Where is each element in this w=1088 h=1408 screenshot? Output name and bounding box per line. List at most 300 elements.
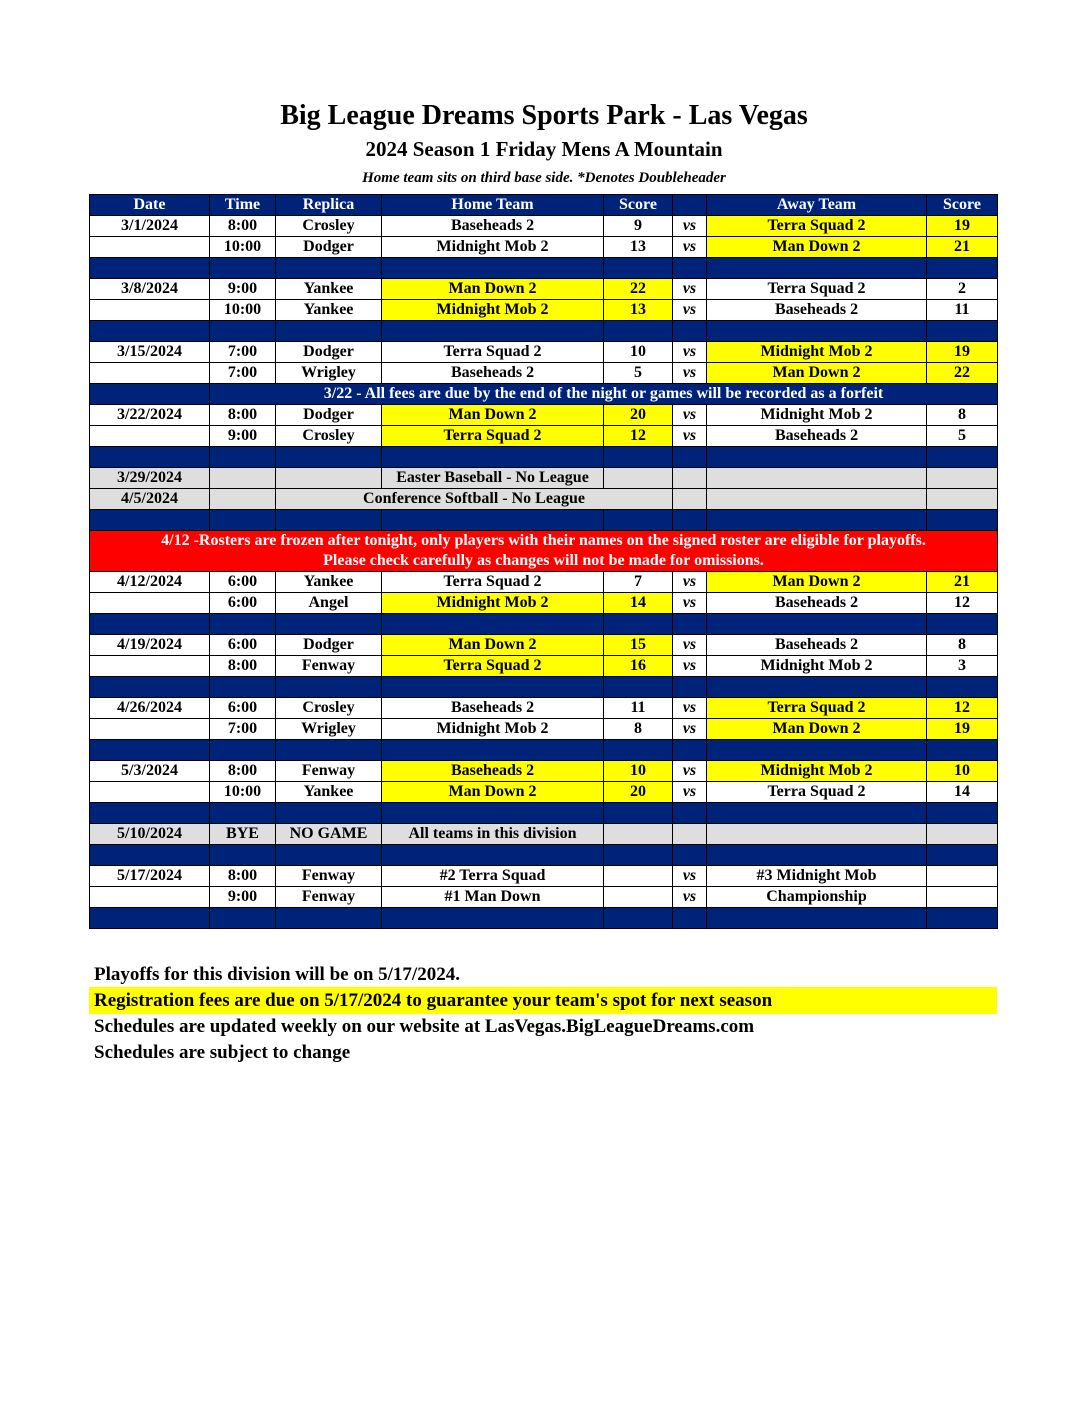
game-row bbox=[90, 593, 998, 614]
game-date: 4/26/2024 bbox=[90, 698, 210, 719]
spacer-cell bbox=[927, 258, 998, 279]
game-row bbox=[90, 572, 998, 593]
roster-alert bbox=[90, 531, 998, 572]
no-game-label: NO GAME bbox=[276, 824, 382, 845]
versus-label: vs bbox=[673, 761, 707, 782]
home-team: Man Down 2 bbox=[382, 279, 604, 300]
away-score: 21 bbox=[927, 572, 998, 593]
game-row bbox=[90, 363, 998, 384]
spacer-cell bbox=[90, 845, 210, 866]
spacer-cell bbox=[604, 803, 673, 824]
away-team: Terra Squad 2 bbox=[707, 698, 927, 719]
game-time: 6:00 bbox=[210, 593, 276, 614]
spacer-cell bbox=[276, 740, 382, 761]
spacer-cell bbox=[707, 908, 927, 929]
game-time: 10:00 bbox=[210, 782, 276, 803]
spacer-cell bbox=[382, 740, 604, 761]
game-field: Yankee bbox=[276, 782, 382, 803]
home-score: 7 bbox=[604, 572, 673, 593]
away-team: Baseheads 2 bbox=[707, 593, 927, 614]
fee-notice-row bbox=[90, 384, 998, 405]
game-time: 10:00 bbox=[210, 237, 276, 258]
versus-label: vs bbox=[673, 300, 707, 321]
spacer-cell bbox=[382, 614, 604, 635]
spacer-cell bbox=[707, 321, 927, 342]
away-team: Championship bbox=[707, 887, 927, 908]
game-date: 3/15/2024 bbox=[90, 342, 210, 363]
col-header-home-team: Home Team bbox=[382, 195, 604, 216]
spacer-cell bbox=[927, 614, 998, 635]
spacer-cell bbox=[382, 677, 604, 698]
schedule-table bbox=[89, 194, 998, 929]
game-row bbox=[90, 426, 998, 447]
empty-cell bbox=[210, 489, 276, 510]
spacer-row bbox=[90, 321, 998, 342]
away-team: Man Down 2 bbox=[707, 719, 927, 740]
game-date bbox=[90, 782, 210, 803]
empty-cell bbox=[673, 489, 707, 510]
fee-notice-text: 3/22 - All fees are due by the end of the night or games will be recorded as a forfeit bbox=[210, 384, 998, 405]
spacer-cell bbox=[382, 321, 604, 342]
game-time: 6:00 bbox=[210, 572, 276, 593]
spacer-cell bbox=[673, 447, 707, 468]
roster-alert-row bbox=[90, 531, 998, 572]
game-date bbox=[90, 363, 210, 384]
game-time: 8:00 bbox=[210, 656, 276, 677]
game-field: Crosley bbox=[276, 426, 382, 447]
game-row bbox=[90, 237, 998, 258]
bye-label: BYE bbox=[210, 824, 276, 845]
versus-label: vs bbox=[673, 593, 707, 614]
home-score: 8 bbox=[604, 719, 673, 740]
game-time: 7:00 bbox=[210, 363, 276, 384]
home-score: 9 bbox=[604, 216, 673, 237]
home-team: Man Down 2 bbox=[382, 635, 604, 656]
away-team: Terra Squad 2 bbox=[707, 782, 927, 803]
spacer-cell bbox=[707, 447, 927, 468]
away-team: Midnight Mob 2 bbox=[707, 405, 927, 426]
game-row bbox=[90, 342, 998, 363]
no-league-text: Conference Softball - No League bbox=[276, 489, 673, 510]
spacer-cell bbox=[707, 845, 927, 866]
spacer-cell bbox=[673, 845, 707, 866]
spacer-cell bbox=[210, 321, 276, 342]
spacer-cell bbox=[673, 677, 707, 698]
schedule-body bbox=[90, 195, 998, 929]
game-field: Angel bbox=[276, 593, 382, 614]
spacer-cell bbox=[673, 908, 707, 929]
away-team: Baseheads 2 bbox=[707, 426, 927, 447]
spacer-cell bbox=[707, 740, 927, 761]
game-time: 8:00 bbox=[210, 405, 276, 426]
empty-cell bbox=[927, 824, 998, 845]
game-field: Yankee bbox=[276, 572, 382, 593]
game-date bbox=[90, 593, 210, 614]
spacer-cell bbox=[673, 258, 707, 279]
away-score: 10 bbox=[927, 761, 998, 782]
game-row bbox=[90, 216, 998, 237]
notice-spacer bbox=[90, 384, 210, 405]
empty-cell bbox=[210, 468, 276, 489]
game-row bbox=[90, 761, 998, 782]
away-score: 8 bbox=[927, 405, 998, 426]
page-note: Home team sits on third base side. *Denotes Doubleheader bbox=[362, 170, 726, 186]
game-time: 8:00 bbox=[210, 866, 276, 887]
game-row bbox=[90, 782, 998, 803]
spacer-cell bbox=[276, 908, 382, 929]
home-score bbox=[604, 887, 673, 908]
spacer-cell bbox=[927, 845, 998, 866]
spacer-cell bbox=[382, 908, 604, 929]
spacer-cell bbox=[927, 321, 998, 342]
game-date: 3/29/2024 bbox=[90, 468, 210, 489]
game-date bbox=[90, 300, 210, 321]
page-title: Big League Dreams Sports Park - Las Vegas bbox=[280, 100, 808, 131]
home-team: Midnight Mob 2 bbox=[382, 237, 604, 258]
bye-text: All teams in this division bbox=[382, 824, 604, 845]
spacer-cell bbox=[604, 845, 673, 866]
home-score: 22 bbox=[604, 279, 673, 300]
game-time: 8:00 bbox=[210, 761, 276, 782]
versus-label: vs bbox=[673, 635, 707, 656]
spacer-row bbox=[90, 510, 998, 531]
spacer-cell bbox=[210, 677, 276, 698]
home-score: 10 bbox=[604, 342, 673, 363]
versus-label: vs bbox=[673, 887, 707, 908]
home-team: Midnight Mob 2 bbox=[382, 593, 604, 614]
home-team: Terra Squad 2 bbox=[382, 426, 604, 447]
spacer-cell bbox=[90, 908, 210, 929]
home-team: #1 Man Down bbox=[382, 887, 604, 908]
game-row bbox=[90, 635, 998, 656]
home-team: Baseheads 2 bbox=[382, 761, 604, 782]
spacer-cell bbox=[927, 740, 998, 761]
empty-cell bbox=[604, 824, 673, 845]
spacer-cell bbox=[604, 740, 673, 761]
spacer-cell bbox=[382, 803, 604, 824]
game-time: 7:00 bbox=[210, 342, 276, 363]
roster-alert-line1: 4/12 -Rosters are frozen after tonight, only players with their names on the signed roster are eligible for playoffs. bbox=[161, 532, 926, 549]
spacer-cell bbox=[210, 510, 276, 531]
home-score bbox=[604, 866, 673, 887]
spacer-cell bbox=[90, 447, 210, 468]
versus-label: vs bbox=[673, 363, 707, 384]
game-field: Dodger bbox=[276, 405, 382, 426]
spacer-cell bbox=[90, 321, 210, 342]
empty-cell bbox=[604, 468, 673, 489]
no-league-text: Easter Baseball - No League bbox=[382, 468, 604, 489]
game-date: 4/12/2024 bbox=[90, 572, 210, 593]
versus-label: vs bbox=[673, 656, 707, 677]
spacer-cell bbox=[604, 510, 673, 531]
page-subtitle: 2024 Season 1 Friday Mens A Mountain bbox=[365, 137, 723, 161]
home-score: 12 bbox=[604, 426, 673, 447]
game-field: Fenway bbox=[276, 761, 382, 782]
spacer-cell bbox=[276, 803, 382, 824]
spacer-cell bbox=[673, 740, 707, 761]
home-team: Midnight Mob 2 bbox=[382, 300, 604, 321]
spacer-cell bbox=[927, 510, 998, 531]
home-score: 13 bbox=[604, 237, 673, 258]
home-score: 11 bbox=[604, 698, 673, 719]
game-field: Wrigley bbox=[276, 363, 382, 384]
spacer-cell bbox=[382, 447, 604, 468]
spacer-cell bbox=[276, 677, 382, 698]
spacer-cell bbox=[604, 258, 673, 279]
spacer-cell bbox=[707, 258, 927, 279]
spacer-cell bbox=[276, 510, 382, 531]
home-team: #2 Terra Squad bbox=[382, 866, 604, 887]
home-score: 13 bbox=[604, 300, 673, 321]
spacer-cell bbox=[707, 677, 927, 698]
away-score: 22 bbox=[927, 363, 998, 384]
game-date: 5/10/2024 bbox=[90, 824, 210, 845]
spacer-cell bbox=[90, 677, 210, 698]
home-score: 15 bbox=[604, 635, 673, 656]
empty-cell bbox=[673, 824, 707, 845]
away-team: Terra Squad 2 bbox=[707, 279, 927, 300]
away-score bbox=[927, 866, 998, 887]
spacer-cell bbox=[90, 258, 210, 279]
game-field: Crosley bbox=[276, 698, 382, 719]
versus-label: vs bbox=[673, 216, 707, 237]
away-team: Terra Squad 2 bbox=[707, 216, 927, 237]
game-date: 4/19/2024 bbox=[90, 635, 210, 656]
home-team: Terra Squad 2 bbox=[382, 656, 604, 677]
footer-registration-note: Registration fees are due on 5/17/2024 to guarantee your team's spot for next season bbox=[89, 987, 997, 1014]
empty-cell bbox=[707, 824, 927, 845]
spacer-cell bbox=[276, 614, 382, 635]
spacer-cell bbox=[90, 803, 210, 824]
game-field: Yankee bbox=[276, 300, 382, 321]
spacer-row bbox=[90, 677, 998, 698]
home-team: Baseheads 2 bbox=[382, 216, 604, 237]
game-field: Fenway bbox=[276, 656, 382, 677]
spacer-cell bbox=[382, 845, 604, 866]
spacer-cell bbox=[927, 447, 998, 468]
spacer-cell bbox=[276, 321, 382, 342]
game-row bbox=[90, 405, 998, 426]
away-score: 3 bbox=[927, 656, 998, 677]
spacer-cell bbox=[707, 510, 927, 531]
roster-alert-line2: Please check carefully as changes will not be made for omissions. bbox=[323, 552, 764, 569]
away-score: 5 bbox=[927, 426, 998, 447]
game-row bbox=[90, 698, 998, 719]
away-score: 11 bbox=[927, 300, 998, 321]
versus-label: vs bbox=[673, 426, 707, 447]
spacer-cell bbox=[210, 447, 276, 468]
empty-cell bbox=[927, 489, 998, 510]
empty-cell bbox=[927, 468, 998, 489]
table-header-row bbox=[90, 195, 998, 216]
game-date: 3/1/2024 bbox=[90, 216, 210, 237]
away-score: 19 bbox=[927, 719, 998, 740]
col-header-home-score: Score bbox=[604, 195, 673, 216]
home-team: Baseheads 2 bbox=[382, 698, 604, 719]
versus-label: vs bbox=[673, 405, 707, 426]
footer-change-note: Schedules are subject to change bbox=[94, 1042, 351, 1063]
away-team: Midnight Mob 2 bbox=[707, 761, 927, 782]
spacer-cell bbox=[382, 258, 604, 279]
footer-website-note: Schedules are updated weekly on our website at LasVegas.BigLeagueDreams.com bbox=[94, 1016, 755, 1037]
spacer-cell bbox=[604, 908, 673, 929]
game-date: 4/5/2024 bbox=[90, 489, 210, 510]
home-team: Terra Squad 2 bbox=[382, 342, 604, 363]
game-row bbox=[90, 866, 998, 887]
game-field: Dodger bbox=[276, 237, 382, 258]
spacer-cell bbox=[707, 614, 927, 635]
game-date: 5/17/2024 bbox=[90, 866, 210, 887]
spacer-cell bbox=[90, 510, 210, 531]
spacer-row bbox=[90, 845, 998, 866]
spacer-cell bbox=[210, 845, 276, 866]
away-team: #3 Midnight Mob bbox=[707, 866, 927, 887]
spacer-cell bbox=[210, 740, 276, 761]
spacer-cell bbox=[927, 908, 998, 929]
game-field: Dodger bbox=[276, 342, 382, 363]
game-date bbox=[90, 887, 210, 908]
game-row bbox=[90, 656, 998, 677]
spacer-cell bbox=[210, 803, 276, 824]
spacer-cell bbox=[927, 677, 998, 698]
home-team: Man Down 2 bbox=[382, 405, 604, 426]
game-field: Fenway bbox=[276, 866, 382, 887]
spacer-cell bbox=[382, 510, 604, 531]
versus-label: vs bbox=[673, 237, 707, 258]
game-row bbox=[90, 719, 998, 740]
col-header-time: Time bbox=[210, 195, 276, 216]
no-league-row bbox=[90, 489, 998, 510]
empty-cell bbox=[673, 468, 707, 489]
spacer-cell bbox=[673, 510, 707, 531]
game-time: 6:00 bbox=[210, 635, 276, 656]
away-team: Man Down 2 bbox=[707, 572, 927, 593]
away-team: Man Down 2 bbox=[707, 363, 927, 384]
game-date: 3/8/2024 bbox=[90, 279, 210, 300]
spacer-cell bbox=[673, 321, 707, 342]
col-header-away-team: Away Team bbox=[707, 195, 927, 216]
spacer-cell bbox=[927, 803, 998, 824]
away-score: 21 bbox=[927, 237, 998, 258]
away-score: 14 bbox=[927, 782, 998, 803]
away-score: 12 bbox=[927, 698, 998, 719]
versus-label: vs bbox=[673, 572, 707, 593]
spacer-cell bbox=[276, 258, 382, 279]
spacer-row bbox=[90, 908, 998, 929]
away-score: 12 bbox=[927, 593, 998, 614]
spacer-cell bbox=[707, 803, 927, 824]
game-date bbox=[90, 237, 210, 258]
game-time: 9:00 bbox=[210, 279, 276, 300]
game-date: 3/22/2024 bbox=[90, 405, 210, 426]
home-score: 20 bbox=[604, 782, 673, 803]
game-date bbox=[90, 426, 210, 447]
game-time: 6:00 bbox=[210, 698, 276, 719]
versus-label: vs bbox=[673, 866, 707, 887]
versus-label: vs bbox=[673, 782, 707, 803]
game-time: 9:00 bbox=[210, 426, 276, 447]
empty-cell bbox=[707, 468, 927, 489]
game-date bbox=[90, 656, 210, 677]
col-header-date: Date bbox=[90, 195, 210, 216]
spacer-cell bbox=[604, 447, 673, 468]
home-score: 14 bbox=[604, 593, 673, 614]
game-field: Crosley bbox=[276, 216, 382, 237]
game-date bbox=[90, 719, 210, 740]
home-score: 16 bbox=[604, 656, 673, 677]
spacer-cell bbox=[604, 614, 673, 635]
game-row bbox=[90, 279, 998, 300]
col-header-vs bbox=[673, 195, 707, 216]
away-team: Baseheads 2 bbox=[707, 300, 927, 321]
away-team: Midnight Mob 2 bbox=[707, 342, 927, 363]
spacer-cell bbox=[276, 447, 382, 468]
spacer-cell bbox=[673, 803, 707, 824]
game-time: 9:00 bbox=[210, 887, 276, 908]
versus-label: vs bbox=[673, 279, 707, 300]
empty-cell bbox=[276, 468, 382, 489]
home-score: 10 bbox=[604, 761, 673, 782]
versus-label: vs bbox=[673, 342, 707, 363]
spacer-cell bbox=[673, 614, 707, 635]
spacer-cell bbox=[210, 614, 276, 635]
spacer-cell bbox=[90, 614, 210, 635]
away-score: 19 bbox=[927, 216, 998, 237]
spacer-cell bbox=[90, 740, 210, 761]
footer-playoffs-note: Playoffs for this division will be on 5/17/2024. bbox=[94, 964, 460, 985]
spacer-cell bbox=[276, 845, 382, 866]
away-team: Baseheads 2 bbox=[707, 635, 927, 656]
game-field: Yankee bbox=[276, 279, 382, 300]
versus-label: vs bbox=[673, 719, 707, 740]
empty-cell bbox=[707, 489, 927, 510]
home-score: 5 bbox=[604, 363, 673, 384]
game-row bbox=[90, 300, 998, 321]
game-field: Fenway bbox=[276, 887, 382, 908]
versus-label: vs bbox=[673, 698, 707, 719]
spacer-row bbox=[90, 258, 998, 279]
home-team: Midnight Mob 2 bbox=[382, 719, 604, 740]
col-header-away-score: Score bbox=[927, 195, 998, 216]
home-team: Terra Squad 2 bbox=[382, 572, 604, 593]
away-score: 19 bbox=[927, 342, 998, 363]
spacer-cell bbox=[604, 321, 673, 342]
away-score: 8 bbox=[927, 635, 998, 656]
spacer-cell bbox=[210, 908, 276, 929]
game-time: 7:00 bbox=[210, 719, 276, 740]
game-field: Dodger bbox=[276, 635, 382, 656]
game-date: 5/3/2024 bbox=[90, 761, 210, 782]
game-row bbox=[90, 887, 998, 908]
col-header-replica: Replica bbox=[276, 195, 382, 216]
game-time: 8:00 bbox=[210, 216, 276, 237]
bye-row bbox=[90, 824, 998, 845]
spacer-row bbox=[90, 740, 998, 761]
spacer-row bbox=[90, 447, 998, 468]
away-team: Midnight Mob 2 bbox=[707, 656, 927, 677]
home-team: Man Down 2 bbox=[382, 782, 604, 803]
spacer-cell bbox=[210, 258, 276, 279]
spacer-cell bbox=[604, 677, 673, 698]
no-league-row bbox=[90, 468, 998, 489]
away-score: 2 bbox=[927, 279, 998, 300]
home-score: 20 bbox=[604, 405, 673, 426]
away-score bbox=[927, 887, 998, 908]
spacer-row bbox=[90, 803, 998, 824]
home-team: Baseheads 2 bbox=[382, 363, 604, 384]
game-field: Wrigley bbox=[276, 719, 382, 740]
away-team: Man Down 2 bbox=[707, 237, 927, 258]
